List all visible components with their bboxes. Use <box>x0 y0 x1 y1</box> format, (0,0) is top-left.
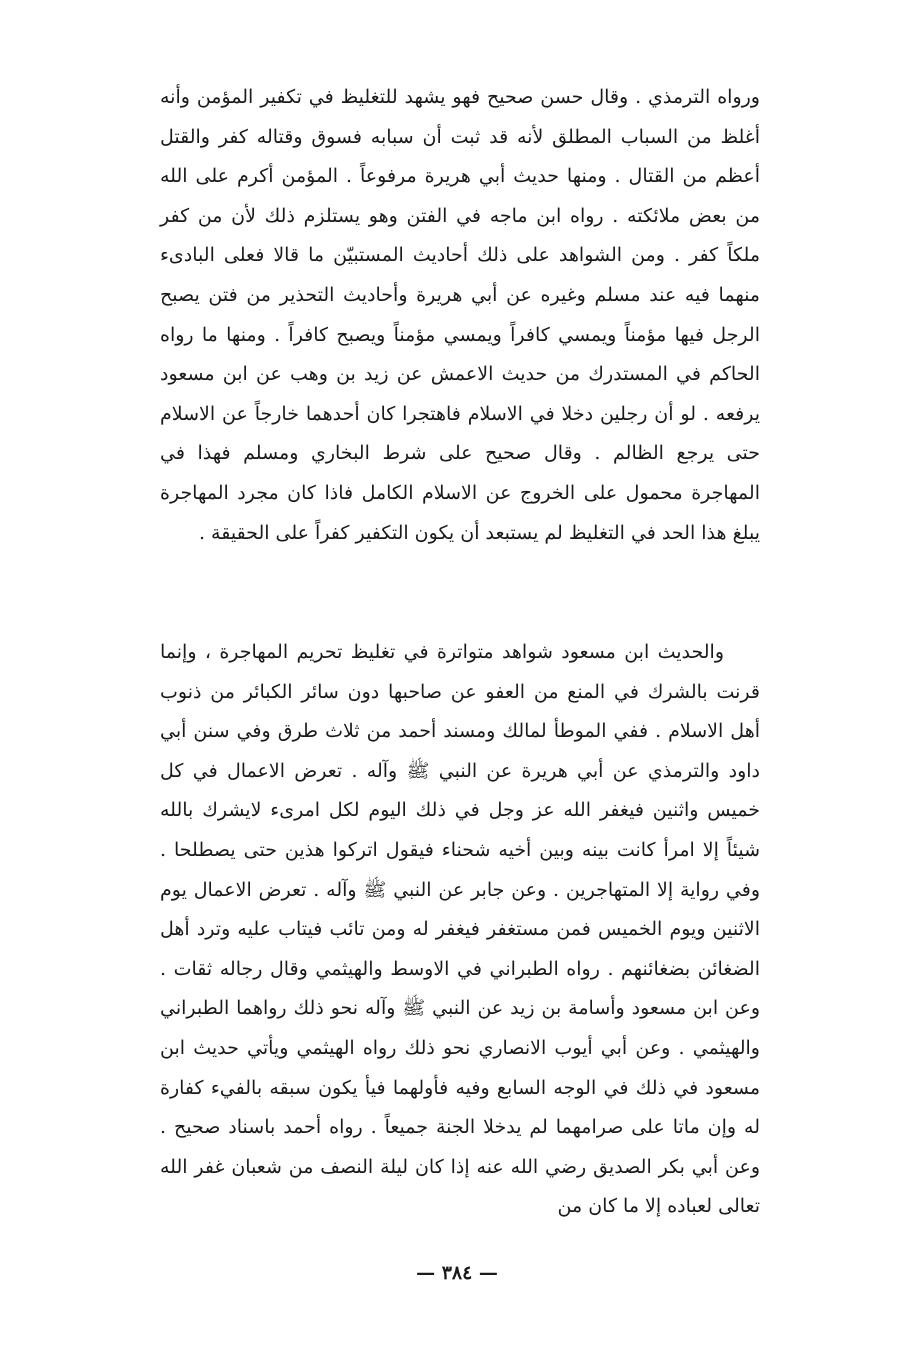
paragraph-2: والحديث ابن مسعود شواهد متواترة في تغليظ تحريم المهاجرة ، وإنما قرنت بالشرك في المنع من العفو عن صاحبها دون سائر الكبائر من ذنوب أهل الاسلام . ففي الموطأ لمالك ومسند أحمد من ثلاث طرق وفي سنن أبي داود والترمذي عن أبي هريرة عن النبي ﷺ وآله . تعرض الاعمال في كل خميس واثنين فيغفر الله عز وجل في ذلك اليوم لكل امرىء لايشرك بالله شيئاً إلا امرأ كانت بينه وبين أخيه شحناء فيقول اتركوا هذين حتى يصطلحا . وفي رواية إلا المتهاجرين . وعن جابر عن النبي ﷺ وآله . تعرض الاعمال يوم الاثنين ويوم الخميس فمن مستغفر فيغفر له ومن تائب فيتاب عليه وترد أهل الضغائن بضغائنهم . رواه الطبراني في الاوسط والهيثمي وقال رجاله ثقات . وعن ابن مسعود وأسامة بن زيد عن النبي ﷺ وآله نحو ذلك رواهما الطبراني والهيثمي . وعن أبي أيوب الانصاري نحو ذلك رواه الهيثمي ويأتي حديث ابن مسعود في ذلك في الوجه السابع وفيه فأولهما فيأ يكون سبقه بالفيء كفارة له وإن ماتا على صرامهما لم يدخلا الجنة جميعاً . رواه أحمد باسناد صحيح . وعن أبي بكر الصديق رضي الله عنه إذا كان ليلة النصف من شعبان غفر الله تعالى لعباده إلا ما كان من <box>160 641 760 1218</box>
paragraph-1: ورواه الترمذي . وقال حسن صحيح فهو يشهد للتغليظ في تكفير المؤمن وأنه أغلظ من السباب المطلق لأنه قد ثبت أن سبابه فسوق وقتاله كفر والقتل أعظم من القتال . ومنها حديث أبي هريرة مرفوعاً . المؤمن أكرم على الله من بعض ملائكته . رواه ابن ماجه في الفتن وهو يستلزم ذلك لأن من كفر ملكاً كفر . ومن الشواهد على ذلك أحاديث المستبيّن ما قالا فعلى البادىء منهما فيه عند مسلم وغيره عن أبي هريرة وأحاديث التحذير من فتن يصبح الرجل فيها مؤمناً ويمسي كافراً ويمسي مؤمناً ويصبح كافراً . ومنها ما رواه الحاكم في المستدرك من حديث الاعمش عن زيد بن وهب عن ابن مسعود يرفعه . لو أن رجلين دخلا في الاسلام فاهتجرا كان أحدهما خارجاً عن الاسلام حتى يرجع الظالم . وقال صحيح على شرط البخاري ومسلم فهذا في المهاجرة محمول على الخروج عن الاسلام الكامل فاذا كان مجرد المهاجرة يبلغ هذا الحد في التغليظ لم يستبعد أن يكون التكفير كفراً على الحقيقة . <box>160 86 760 544</box>
page-number: — ٣٨٤ — <box>416 1262 498 1284</box>
